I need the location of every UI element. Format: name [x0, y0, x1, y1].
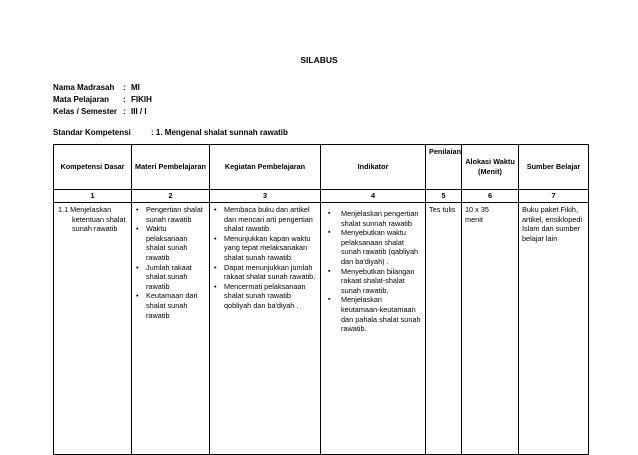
col-number: 5	[426, 190, 462, 203]
meta-label: Nama Madrasah	[53, 83, 115, 92]
list-item: • Waktu pelaksanaan shalat sunah rawatib	[135, 224, 206, 262]
meta-mapel: Mata Pelajaran : FIKIH	[53, 95, 152, 104]
sumber-cell: Buku paket Fikih, artikel, ensiklopedi Islam dan sumber belajar lain	[519, 203, 589, 455]
list-item: ▪ Menyebutkan bilangan rakaat shalat-shalat sunah rawatib.	[324, 267, 422, 296]
list-item: • Membaca buku dan artikel dan mencari arti pengertian shalat rawatib.	[213, 205, 317, 234]
kegiatan-cell	[210, 203, 321, 455]
meta-value: FIKIH	[131, 95, 152, 104]
list-item: • Keutamaan dari shalat sunah rawatib	[135, 291, 206, 320]
list-item: ▪ Menjelaskan pengertian shalat sunnah rawatib	[324, 209, 422, 228]
list-item: ▪ Menyebutkan waktu pelaksanaan shalat sunah rawatib (qabliyah dan ba'diyah) .	[324, 228, 422, 266]
col-number: 6	[462, 190, 519, 203]
alokasi-value: 10 x 35	[465, 205, 489, 214]
kompetensi-cell: 1.1 Menjelaskan ketentuan shalat sunah rawatib	[54, 203, 132, 455]
list-item: • Pengertian shalat sunah rawatib	[135, 205, 206, 224]
header-row	[54, 145, 589, 190]
list-item: • Dapat menunjukkan jumlah rakaat shalat sunah rawatib.	[213, 263, 317, 282]
meta-value: III / I	[131, 107, 147, 116]
list-item: ▪ Menjelaskan keutamaan-keutamaan dan pahala shalat sunah rawatib.	[324, 295, 422, 333]
list-item: • Mencermati pelaksanaan shalat sunah rawatib qobliyah dan ba'diyah .	[213, 282, 317, 311]
document-title: SILABUS	[300, 55, 338, 65]
table-row	[54, 203, 589, 455]
header-kegiatan: Kegiatan Pembelajaran	[210, 145, 321, 190]
list-item: • Menunjukkan kapan waktu yang tepat melaksanakan shalat sunah rawatib.	[213, 234, 317, 263]
col-number: 3	[210, 190, 321, 203]
list-item: • Jumlah rakaat shalat sunah rawatib	[135, 263, 206, 292]
col-number: 2	[132, 190, 210, 203]
meta-label: Mata Pelajaran	[53, 95, 110, 104]
header-alokasi: Alokasi Waktu (Menit)	[462, 145, 519, 190]
alokasi-unit: menit	[465, 214, 483, 224]
standar-value: : 1. Mengenal shalat sunnah rawatib	[151, 128, 288, 137]
header-sumber: Sumber Belajar	[519, 145, 589, 190]
syllabus-table	[53, 144, 589, 455]
penilaian-cell: Tes tulis	[426, 203, 462, 455]
col-number: 4	[321, 190, 426, 203]
meta-madrasah: Nama Madrasah : MI	[53, 83, 140, 92]
col-number: 1	[54, 190, 132, 203]
materi-cell	[132, 203, 210, 455]
header-penilaian: Penilaian	[426, 145, 462, 190]
standar-label: Standar Kompetensi	[53, 128, 131, 137]
col-number: 7	[519, 190, 589, 203]
indikator-cell	[321, 203, 426, 455]
meta-value: MI	[131, 83, 140, 92]
header-kompetensi: Kompetensi Dasar	[54, 145, 132, 190]
meta-label: Kelas / Semester	[53, 107, 118, 116]
standar-kompetensi	[53, 128, 288, 137]
meta-kelas: Kelas / Semester : III / I	[53, 107, 147, 116]
header-materi: Materi Pembelajaran	[132, 145, 210, 190]
alokasi-cell	[462, 203, 519, 455]
number-row	[54, 190, 589, 203]
header-indikator: Indikator	[321, 145, 426, 190]
